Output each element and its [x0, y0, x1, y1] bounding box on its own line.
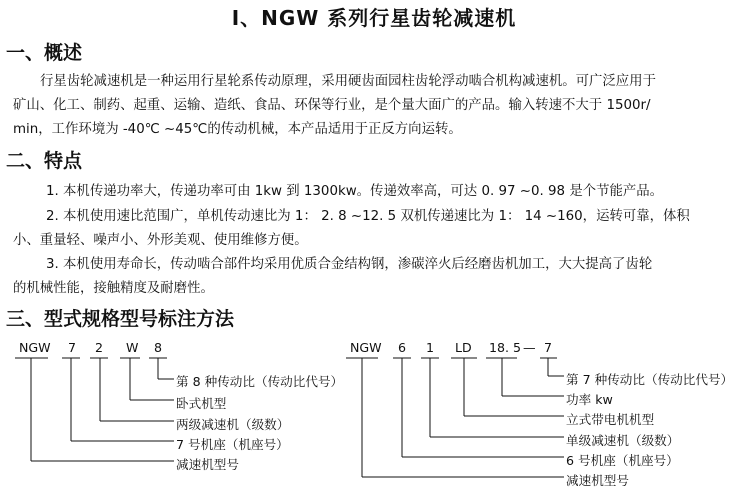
left-label-seat: 7 号机座（机座号）: [176, 437, 289, 452]
right-code-ngw: NGW: [350, 340, 382, 355]
left-code-seat: 7: [68, 340, 77, 355]
section-heading-features: 二、特点: [6, 150, 83, 172]
left-code-stage: 2: [95, 340, 104, 355]
right-code-stage: 1: [426, 340, 435, 355]
right-code-dash: —: [523, 340, 536, 355]
left-code-type: W: [126, 340, 139, 355]
feature-line-3: 小、重量轻、噪声小、外形美观、使用维修方便。: [13, 233, 308, 248]
left-code-ngw: NGW: [19, 340, 51, 355]
section-heading-overview: 一、概述: [6, 42, 83, 64]
left-label-ratio: 第 8 种传动比（传动比代号）: [176, 374, 344, 389]
left-label-stage: 两级减速机（级数）: [176, 417, 290, 432]
left-label-type: 卧式机型: [176, 396, 227, 411]
right-code-power: 18. 5: [489, 340, 522, 355]
right-label-power: 功率 kw: [566, 392, 613, 407]
feature-line-5: 的机械性能，接触精度及耐磨性。: [13, 281, 214, 296]
right-label-seat: 6 号机座（机座号）: [566, 453, 679, 468]
overview-line-2: 矿山、化工、制药、起重、运输、造纸、食品、环保等行业，是个量大面广的产品。输入转速不大于 1500r/: [13, 98, 651, 113]
page-title: Ⅰ、NGW 系列行星齿轮减速机: [231, 6, 517, 30]
feature-line-2: 2. 本机使用速比范围广，单机传动速比为 1： 2. 8 ~12. 5 双机传递速比为 1： 14 ~160，运转可靠，体积: [46, 209, 690, 224]
right-code-seat: 6: [398, 340, 407, 355]
right-label-ratio: 第 7 种传动比（传动比代号）: [566, 372, 734, 387]
feature-line-1: 1. 本机传递功率大，传递功率可由 1kw 到 1300kw。传递效率高，可达 0. 97 ~0. 98 是个节能产品。: [46, 184, 664, 199]
right-code-type: LD: [455, 340, 472, 355]
overview-line-1: 行星齿轮减速机是一种运用行星轮系传动原理，采用硬齿面园柱齿轮浮动啮合机构减速机。可广泛应用于: [40, 74, 656, 89]
right-label-type: 立式带电机机型: [566, 412, 655, 427]
feature-line-4: 3. 本机使用寿命长，传动啮合部件均采用优质合金结构钢，渗碳淬火后经磨齿机加工，大大提高了齿轮: [46, 257, 653, 272]
overview-line-3: min，工作环境为 -40℃ ~45℃的传动机械，本产品适用于正反方向运转。: [13, 122, 462, 137]
left-label-model: 减速机型号: [176, 457, 239, 472]
right-label-model: 减速机型号: [566, 473, 629, 488]
right-label-stage: 单级减速机（级数）: [566, 433, 680, 448]
left-code-ratio: 8: [154, 340, 163, 355]
section-heading-model-notation: 三、型式规格型号标注方法: [6, 308, 235, 330]
right-code-ratio: 7: [544, 340, 553, 355]
